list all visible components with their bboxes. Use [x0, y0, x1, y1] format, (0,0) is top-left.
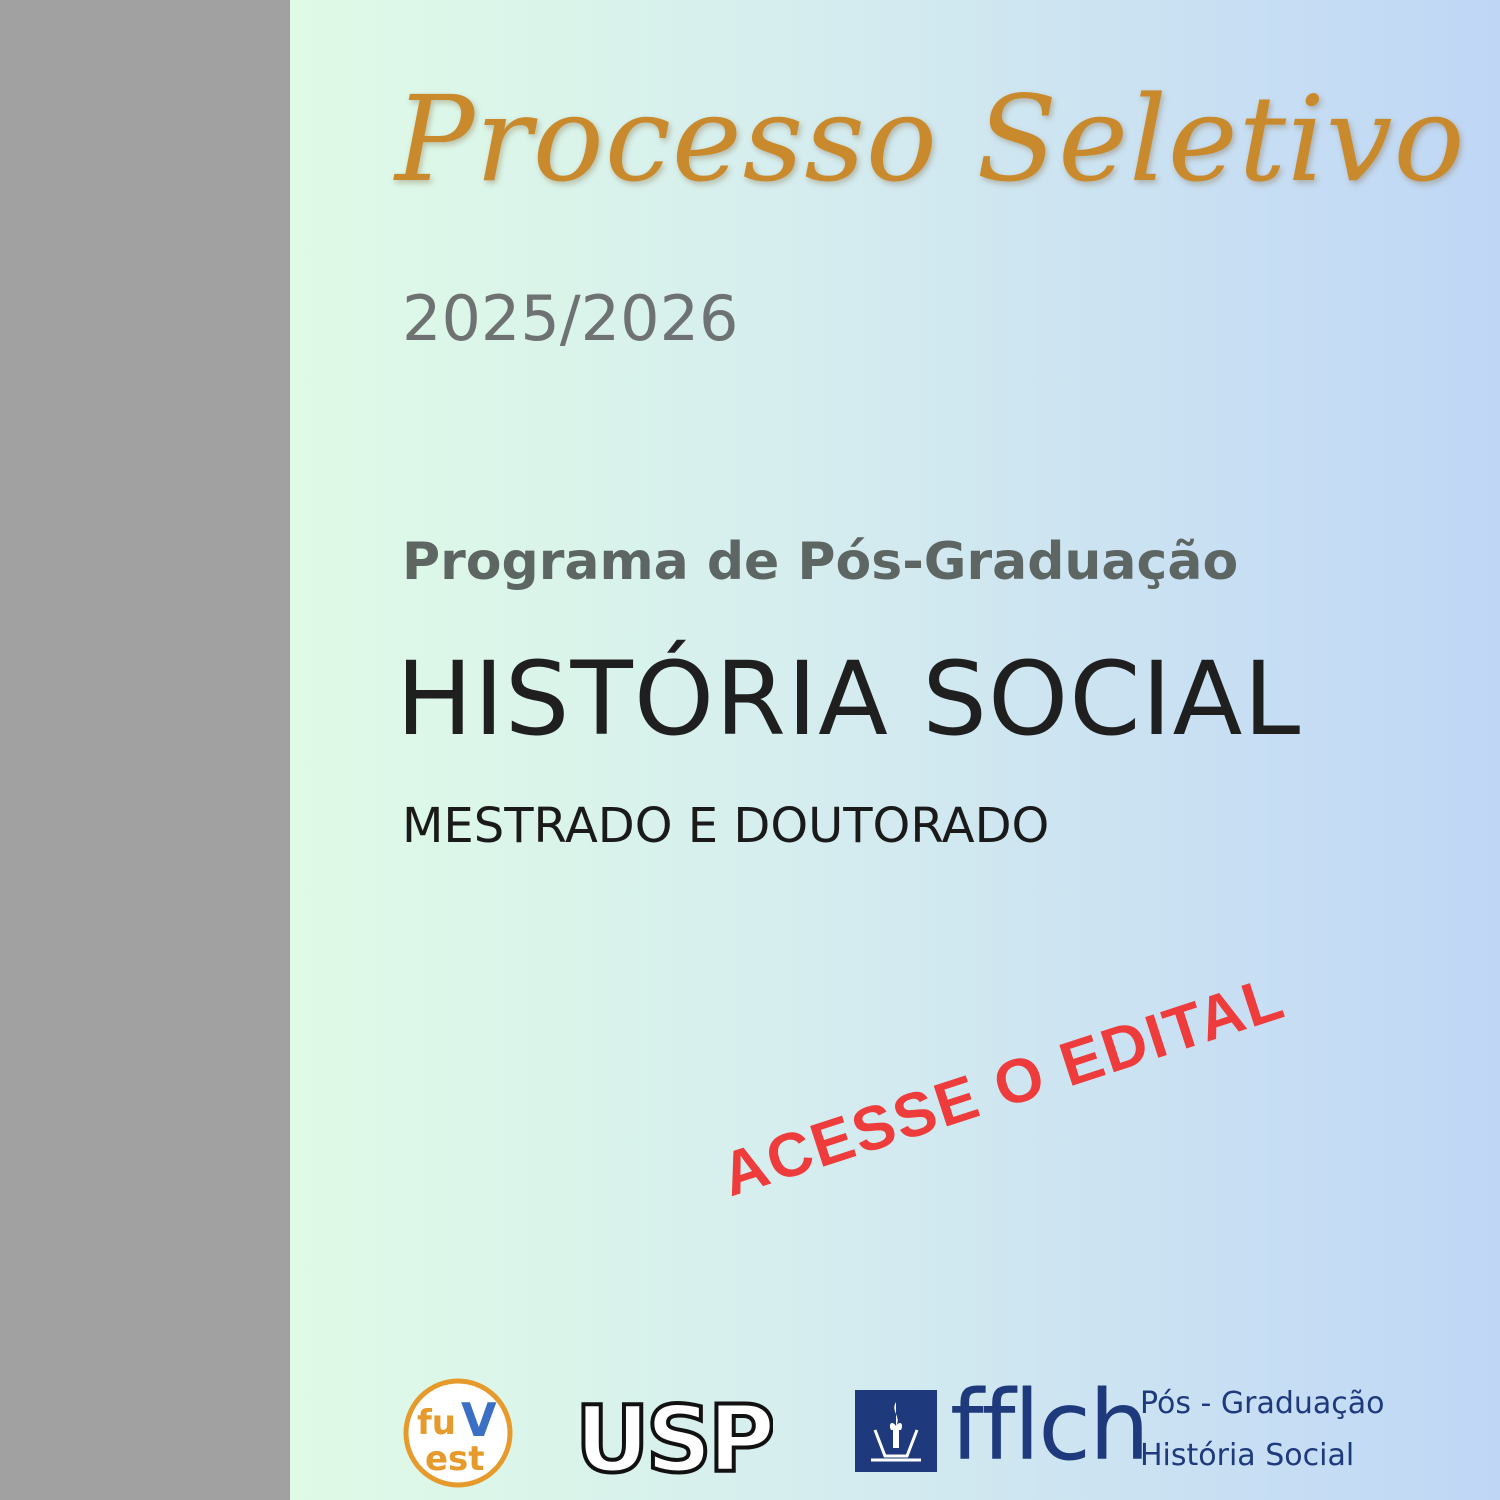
fuvest-text-top: fu — [417, 1403, 456, 1443]
fuvest-logo — [403, 1378, 513, 1488]
fflch-sub-line2: História Social — [1140, 1438, 1355, 1473]
course-title: HISTÓRIA SOCIAL — [396, 640, 1302, 759]
fuvest-text-bottom: est — [425, 1439, 485, 1479]
left-gray-stripe — [0, 0, 290, 1500]
year-label: 2025/2026 — [402, 282, 739, 355]
fflch-logo-text: fflch — [950, 1370, 1148, 1482]
usp-logo — [575, 1395, 773, 1479]
fflch-emblem-icon — [855, 1390, 937, 1472]
page-title: Processo Seletivo — [395, 70, 1466, 208]
fuvest-letter: V — [461, 1393, 497, 1447]
program-label: Programa de Pós-Graduação — [402, 532, 1239, 592]
edital-link[interactable]: ACESSE O EDITAL — [713, 963, 1293, 1211]
level-label: MESTRADO E DOUTORADO — [402, 798, 1050, 854]
fflch-sub-line1: Pós - Graduação — [1140, 1386, 1385, 1421]
usp-text: USP — [575, 1395, 772, 1479]
